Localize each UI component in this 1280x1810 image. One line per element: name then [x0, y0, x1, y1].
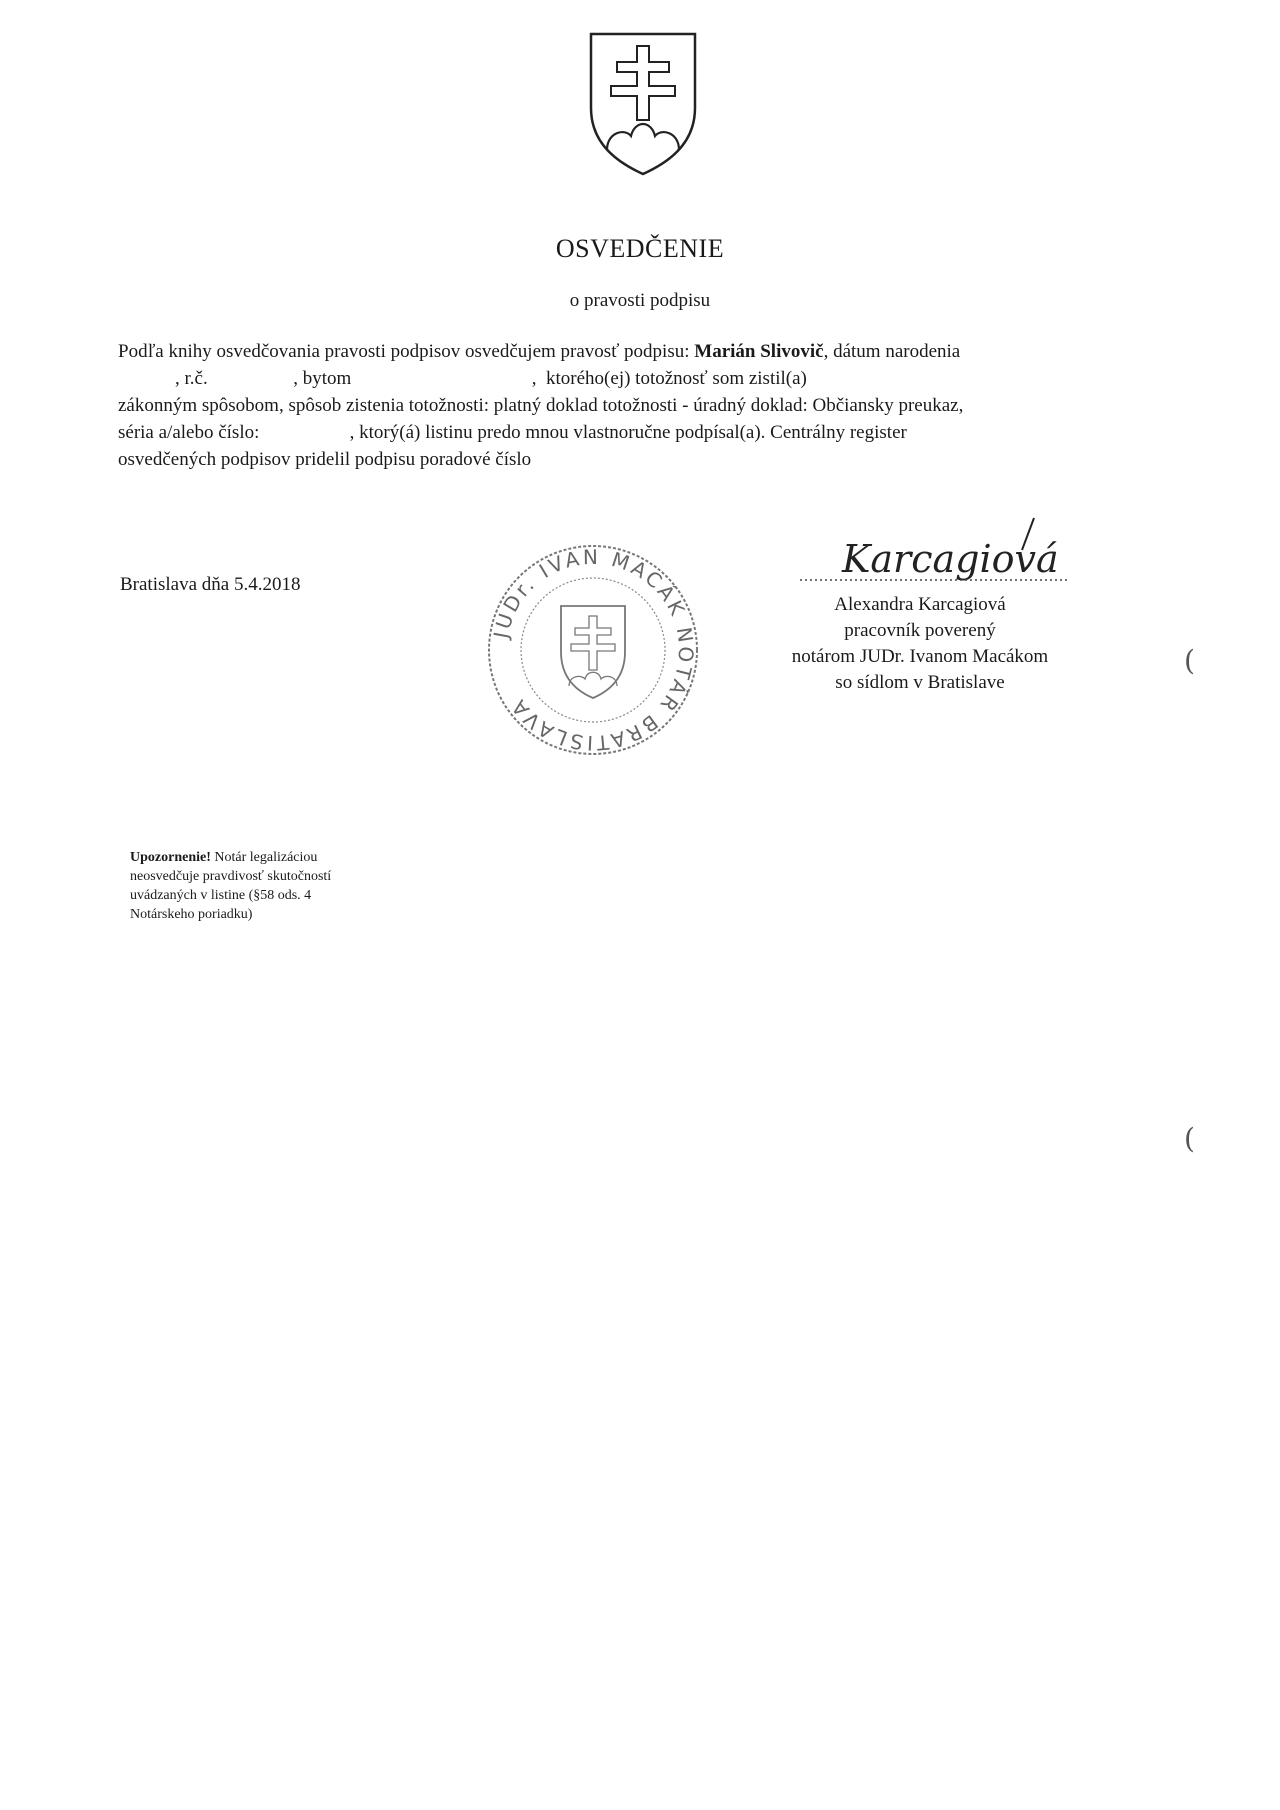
document-subtitle: o pravosti podpisu [569, 290, 711, 311]
body-line-2: , r.č. , bytom , ktorého(ej) totožnosť som zistil(a) [118, 368, 807, 389]
body-line-1-pre: Podľa knihy osvedčovania pravosti podpisov osvedčujem pravosť podpisu: [118, 341, 695, 362]
certification-body [118, 338, 1168, 473]
place-and-date: Bratislava dňa 5.4.2018 [120, 574, 301, 595]
signer-block [740, 592, 1100, 696]
body-line-3: zákonným spôsobom, spôsob zistenia totožnosti: platný doklad totožnosti - úradný doklad: Občiansky preukaz, [118, 395, 964, 416]
coat-of-arms [585, 28, 701, 178]
seal-ring-text: JUDr. IVAN MACÁK NOTÁR BRATISLAVA [488, 544, 699, 756]
handwritten-signature [800, 510, 1070, 590]
legal-notice [130, 848, 450, 924]
notice-line-1 [130, 848, 450, 867]
body-line-1-post: , dátum narodenia [823, 341, 961, 362]
signatory-name: Marián Slivovič [694, 341, 824, 362]
body-line-4: séria a/alebo číslo: , ktorý(á) listinu predo mnou vlastnoručne podpísal(a). Centrálny register [118, 422, 907, 443]
body-line-5: osvedčených podpisov pridelil podpisu poradové číslo [118, 449, 532, 470]
signer-role-3: so sídlom v Bratislave [835, 672, 1005, 693]
notary-seal-icon [483, 540, 703, 760]
margin-mark-icon: ( [1184, 1122, 1195, 1155]
body-line-1 [118, 338, 1168, 365]
notice-lead: Upozornenie! [130, 850, 211, 865]
notice-line-4: Notárskeho poriadku) [130, 907, 253, 922]
notice-line-3: uvádzaných v listine (§58 ods. 4 [130, 888, 312, 903]
coat-of-arms-icon [585, 28, 701, 178]
signature-scrawl-text: Karcagiová [842, 537, 1059, 581]
signer-role-2: notárom JUDr. Ivanom Macákom [791, 646, 1049, 667]
svg-text:JUDr. IVAN MACÁK NOTÁR BRATISL [489, 545, 699, 755]
document-title: OSVEDČENIE [555, 234, 725, 263]
notice-line-2: neosvedčuje pravdivosť skutočností [130, 869, 332, 884]
signer-role-1: pracovník poverený [844, 620, 996, 641]
margin-mark-icon: ( [1184, 644, 1195, 677]
signer-name: Alexandra Karcagiová [834, 594, 1006, 615]
notary-seal [483, 540, 703, 760]
notice-text-1: Notár legalizáciou [210, 850, 318, 865]
signature-scrawl-icon [800, 510, 1070, 590]
